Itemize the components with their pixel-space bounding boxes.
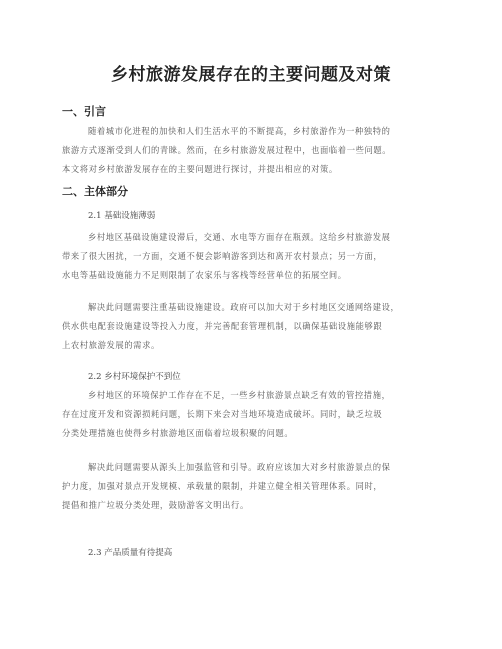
- text-line: 提倡和推广垃圾分类处理，鼓励游客文明出行。: [62, 500, 249, 510]
- section-heading-main: 二、主体部分: [62, 185, 128, 198]
- text-line: 带来了很大困扰，一方面，交通不便会影响游客到达和离开农村景点；另一方面，: [62, 251, 383, 261]
- text-line: 上农村旅游发展的需求。: [62, 340, 160, 350]
- text-line: 水电等基础设施能力不足则限制了农家乐与客栈等经营单位的拓展空间。: [62, 270, 347, 280]
- document-title: 乡村旅游发展存在的主要问题及对策: [111, 65, 391, 85]
- text-line: 本文将对乡村旅游发展存在的主要问题进行探讨，并提出相应的对策。: [62, 164, 338, 174]
- text-line: 乡村地区基础设施建设滞后，交通、水电等方面存在瓶颈。这给乡村旅游发展: [88, 232, 391, 242]
- text-line: 解决此问题需要注重基础设施建设。政府可以加大对于乡村地区交通网络建设，: [88, 302, 400, 312]
- text-line: 旅游方式逐渐受到人们的青睐。然而，在乡村旅游发展过程中，也面临着一些问题。: [62, 145, 392, 155]
- subheading-2-3: 2.3 产品质量有待提高: [88, 548, 173, 558]
- text-line: 存在过度开发和资源损耗问题，长期下来会对当地环境造成破坏。同时，缺乏垃圾: [62, 409, 383, 419]
- text-line: 乡村地区的环境保护工作存在不足，一些乡村旅游景点缺乏有效的管控措施，: [88, 390, 391, 400]
- intro-paragraph: [62, 122, 442, 179]
- text-line: 供水供电配套设施建设等投入力度，并完善配套管理机制，以确保基础设施能够跟: [62, 321, 383, 331]
- text-line: 分类处理措施也使得乡村旅游地区面临着垃圾积聚的问题。: [62, 428, 294, 438]
- text-line: 护力度，加强对景点开发规模、承载量的限制，并建立健全相关管理体系。同时，: [62, 481, 383, 491]
- paragraph-2-2-b: [62, 458, 442, 515]
- paragraph-2-2-a: [62, 386, 442, 443]
- text-line: 解决此问题需要从源头上加强监管和引导。政府应该加大对乡村旅游景点的保: [88, 462, 391, 472]
- paragraph-2-1-a: [62, 228, 442, 285]
- subheading-2-1: 2.1 基础设施薄弱: [88, 211, 156, 221]
- paragraph-2-1-b: [62, 298, 442, 355]
- text-line: 随着城市化进程的加快和人们生活水平的不断提高，乡村旅游作为一种独特的: [88, 126, 391, 136]
- section-heading-intro: 一、引言: [62, 105, 106, 118]
- subheading-2-2: 2.2 乡村环境保护不到位: [88, 372, 181, 382]
